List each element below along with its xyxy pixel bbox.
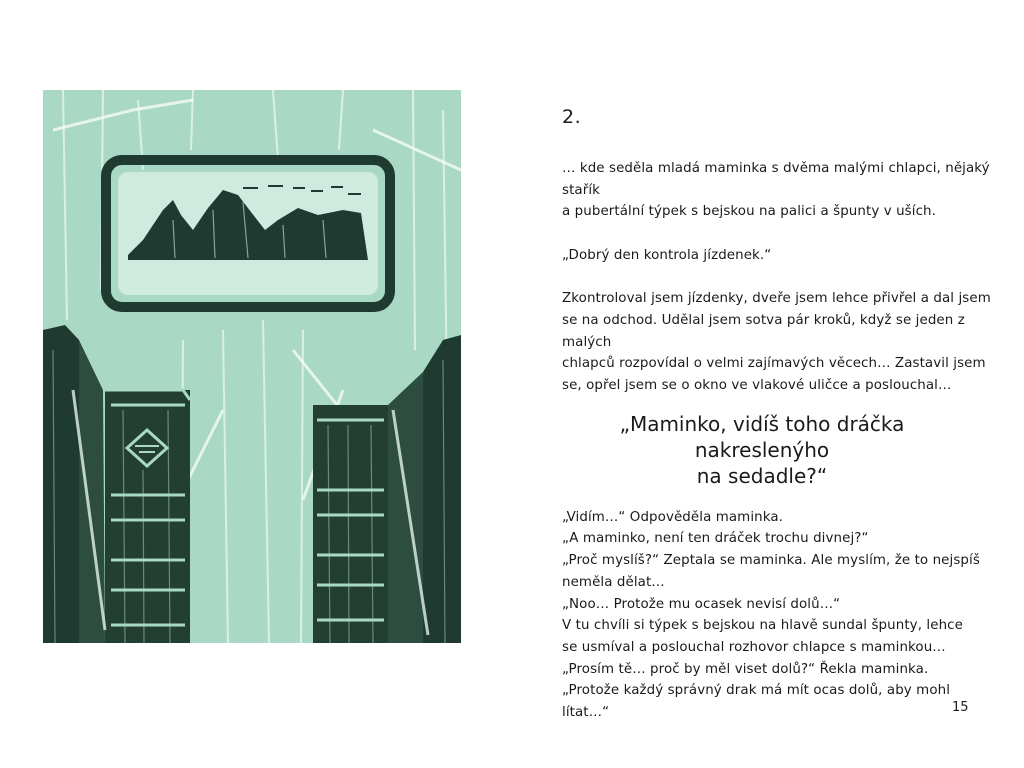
linocut-illustration	[43, 90, 461, 643]
paragraph-opening: … kde seděla mladá maminka s dvěma malými chlapci, nějaký stařík a pubertální týpek s bejskou na palici a špunty v uších.	[562, 161, 990, 220]
right-seat-front	[313, 405, 388, 643]
pull-quote: „Maminko, vidíš toho dráčka nakreslenýho na sedadle?“	[619, 411, 905, 488]
left-seat-front	[105, 390, 190, 643]
page-number: 15	[952, 700, 969, 715]
paragraph-greeting: „Dobrý den kontrola jízdenek.“	[562, 247, 772, 263]
paragraph-narration: Zkontroloval jsem jízdenky, dveře jsem lehce přivřel a dal jsem se na odchod. Udělal jsem sotva pár kroků, když se jeden z malých chlapců rozpovídal o velmi zajímavých věcech… Zastavil jsem se, opřel jsem se o okno ve vlakové uličce a poslouchal…	[562, 291, 991, 393]
paragraph-dialogue: „Vidím…“ Odpověděla maminka. „A maminko, není ten dráček trochu divnej?“ „Proč myslíš?“ Zeptala se maminka. Ale myslím, že to nejspíš neměla dělat… „Noo… Protože mu ocasek nevisí dolů…“ V tu chvíli si týpek s bejskou na hlavě sundal špunty, lehce se usmíval a poslouchal rozhovor chlapce s maminkou… „Prosím tě… proč by měl viset dolů?“ Řekla maminka. „Protože každý správný drak má mít ocas dolů, aby mohl lítat…“	[562, 509, 980, 721]
right-seat-back	[423, 335, 461, 643]
linocut-illustration-svg	[43, 90, 461, 643]
text-column	[562, 104, 992, 724]
chapter-number: 2.	[562, 106, 582, 128]
left-seat-back	[43, 325, 79, 643]
